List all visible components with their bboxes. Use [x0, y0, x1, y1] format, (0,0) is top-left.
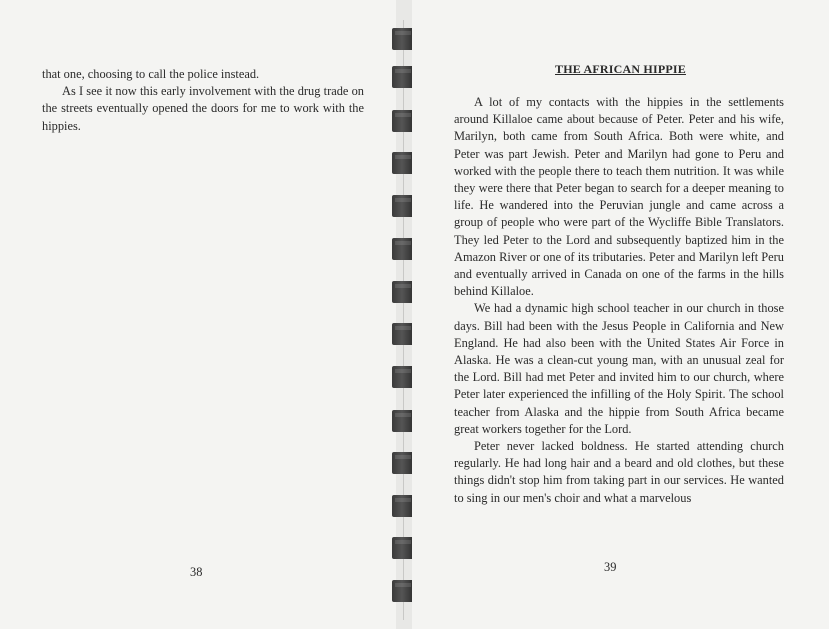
binding-coil: [392, 495, 414, 517]
binding-coil: [392, 580, 414, 602]
binding-coil: [392, 66, 414, 88]
left-paragraph: that one, choosing to call the police instead.: [42, 67, 260, 81]
binding-coil: [392, 366, 414, 388]
chapter-heading: THE AFRICAN HIPPIE: [555, 62, 686, 76]
binding-coil: [392, 410, 414, 432]
binding-coil: [392, 537, 414, 559]
binding-coil: [392, 110, 414, 132]
binding-coil: [392, 323, 414, 345]
binding-coil: [392, 281, 414, 303]
left-page-body: [42, 66, 364, 135]
binding-spine: [396, 0, 412, 629]
right-paragraph: A lot of my contacts with the hippies in the settlements around Killaloe came about because of Peter. Peter and his wife, Marilyn, both came from South Africa. Both were white, and Peter was part Jewish. Peter and Marilyn had gone to Peru and worked with the people there to teach them nutrition. It was while they were there that Peter began to search for a deeper meaning to life. He wandered into the Peruvian jungle and came across a group of people who were part of the Wycliffe Bible Translators. They led Peter to the Lord and subsequently baptized him in the Amazon River or one of its tributaries. Peter and Marilyn left Peru and eventually arrived in Canada on one of the farms in the hills behind Killaloe.: [454, 95, 784, 299]
left-page-number: 38: [190, 565, 203, 579]
binding-coil: [392, 152, 414, 174]
binding-coil: [392, 28, 414, 50]
binding-coil: [392, 238, 414, 260]
right-page-body: [454, 94, 784, 507]
left-page: [0, 0, 396, 629]
left-paragraph: As I see it now this early involvement with the drug trade on the streets eventually opened the doors for me to work with the hippies.: [42, 84, 364, 133]
right-page-number: 39: [604, 560, 617, 574]
binding-coil: [392, 452, 414, 474]
right-page: [412, 0, 829, 629]
right-paragraph: Peter never lacked boldness. He started attending church regularly. He had long hair and a beard and old clothes, but these things didn't stop him from taking part in our services. He wanted to sing in our men's choir and what a marvelous: [454, 439, 784, 505]
binding-coil: [392, 195, 414, 217]
right-paragraph: We had a dynamic high school teacher in our church in those days. Bill had been with the Jesus People in California and New England. He had also been with the United States Air Force in Alaska. He was a clean-cut young man, with an unusual zeal for the Lord. Bill had met Peter and invited him to our church, where Peter later experienced the infilling of the Holy Spirit. The school teacher from Alaska and the hippie from South Africa became great workers together for the Lord.: [454, 301, 784, 436]
